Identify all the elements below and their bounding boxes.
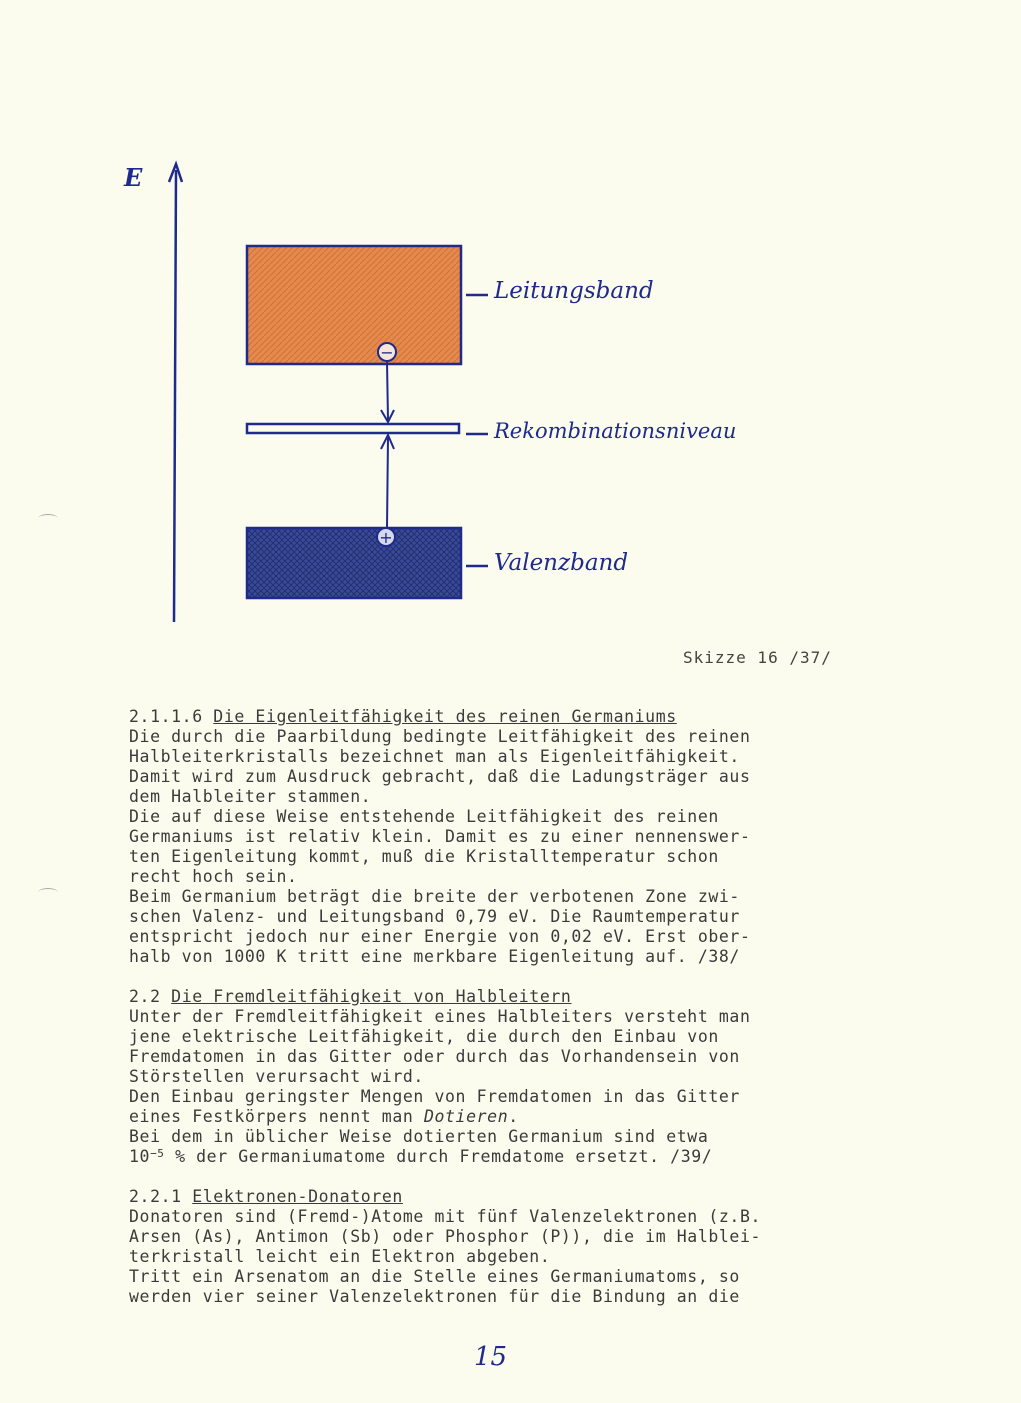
section-number: 2.1.1.6 (129, 707, 203, 726)
section-fremdleitfaehigkeit (129, 987, 889, 1167)
text-line: Unter der Fremdleitfähigkeit eines Halbleiters versteht man (129, 1007, 751, 1026)
text-fragment: eines Festkörpers nennt man (129, 1107, 424, 1126)
valence-band-label: Valenzband (494, 550, 629, 576)
hole-sign: + (379, 528, 393, 547)
text-line: Die durch die Paarbildung bedingte Leitfähigkeit des reinen (129, 727, 751, 746)
page-number: 15 (474, 1342, 508, 1372)
conduction-band (247, 246, 461, 364)
energy-axis (174, 170, 176, 622)
text-fragment: . (508, 1107, 519, 1126)
section-donatoren (129, 1187, 889, 1307)
section-number: 2.2 (129, 987, 161, 1006)
text-line: Störstellen verursacht wird. (129, 1067, 424, 1086)
text-line (129, 1107, 889, 1127)
section-title: Die Fremdleitfähigkeit von Halbleitern (171, 987, 572, 1006)
text-line: Den Einbau geringster Mengen von Fremdatomen in das Gitter (129, 1087, 740, 1106)
text-line: recht hoch sein. (129, 867, 298, 886)
text-line: jene elektrische Leitfähigkeit, die durch den Einbau von (129, 1027, 719, 1046)
text-line: Tritt ein Arsenatom an die Stelle eines Germaniumatoms, so (129, 1267, 740, 1286)
body-text (129, 707, 889, 1327)
exponent-power: −5 (150, 1147, 165, 1160)
figure-caption: Skizze 16 /37/ (683, 648, 832, 667)
text-line: Fremdatomen in das Gitter oder durch das Vorhandensein von (129, 1047, 740, 1066)
text-line: Beim Germanium beträgt die breite der verbotenen Zone zwi- (129, 887, 740, 906)
text-line: ten Eigenleitung kommt, muß die Kristalltemperatur schon (129, 847, 719, 866)
text-line: terkristall leicht ein Elektron abgeben. (129, 1247, 551, 1266)
text-line: Halbleiterkristalls bezeichnet man als Eigenleitfähigkeit. (129, 747, 740, 766)
section-eigenleitfaehigkeit (129, 707, 889, 967)
recombination-arrow-down (387, 362, 388, 420)
term-dotieren: Dotieren (423, 1107, 509, 1126)
punch-hole-mark (38, 888, 58, 897)
section-heading (129, 1187, 889, 1207)
section-title: Die Eigenleitfähigkeit des reinen Germaniums (213, 707, 677, 726)
text-line: Bei dem in üblicher Weise dotierten Germanium sind etwa (129, 1127, 709, 1146)
section-number: 2.2.1 (129, 1187, 182, 1206)
text-fragment: % der Germaniumatome durch Fremdatome ersetzt. /39/ (164, 1147, 713, 1166)
valence-band (247, 528, 461, 598)
text-line: Damit wird zum Ausdruck gebracht, daß die Ladungsträger aus (129, 767, 751, 786)
recombination-label: Rekombinationsniveau (494, 419, 737, 443)
text-line: Die auf diese Weise entstehende Leitfähigkeit des reinen (129, 807, 719, 826)
conduction-band-label: Leitungsband (494, 278, 654, 304)
text-line: dem Halbleiter stammen. (129, 787, 372, 806)
recombination-level (247, 424, 459, 433)
band-diagram (0, 0, 1021, 640)
text-line (129, 1147, 889, 1167)
text-line: Germaniums ist relativ klein. Damit es zu einer nennenswer- (129, 827, 751, 846)
axis-label: E (124, 163, 143, 192)
text-line: Donatoren sind (Fremd-)Atome mit fünf Valenzelektronen (z.B. (129, 1207, 762, 1226)
exponent-base: 10 (129, 1147, 151, 1166)
text-line: halb von 1000 K tritt eine merkbare Eigenleitung auf. /38/ (129, 947, 740, 966)
text-line: werden vier seiner Valenzelektronen für die Bindung an die (129, 1287, 740, 1306)
text-line: entspricht jedoch nur einer Energie von 0,02 eV. Erst ober- (129, 927, 751, 946)
section-heading (129, 987, 889, 1007)
section-title: Elektronen-Donatoren (192, 1187, 403, 1206)
text-line: Arsen (As), Antimon (Sb) oder Phosphor (P)), die im Halblei- (129, 1227, 762, 1246)
recombination-arrow-up (387, 437, 388, 528)
electron-sign: − (380, 343, 394, 362)
section-heading (129, 707, 889, 727)
text-line: schen Valenz- und Leitungsband 0,79 eV. Die Raumtemperatur (129, 907, 740, 926)
